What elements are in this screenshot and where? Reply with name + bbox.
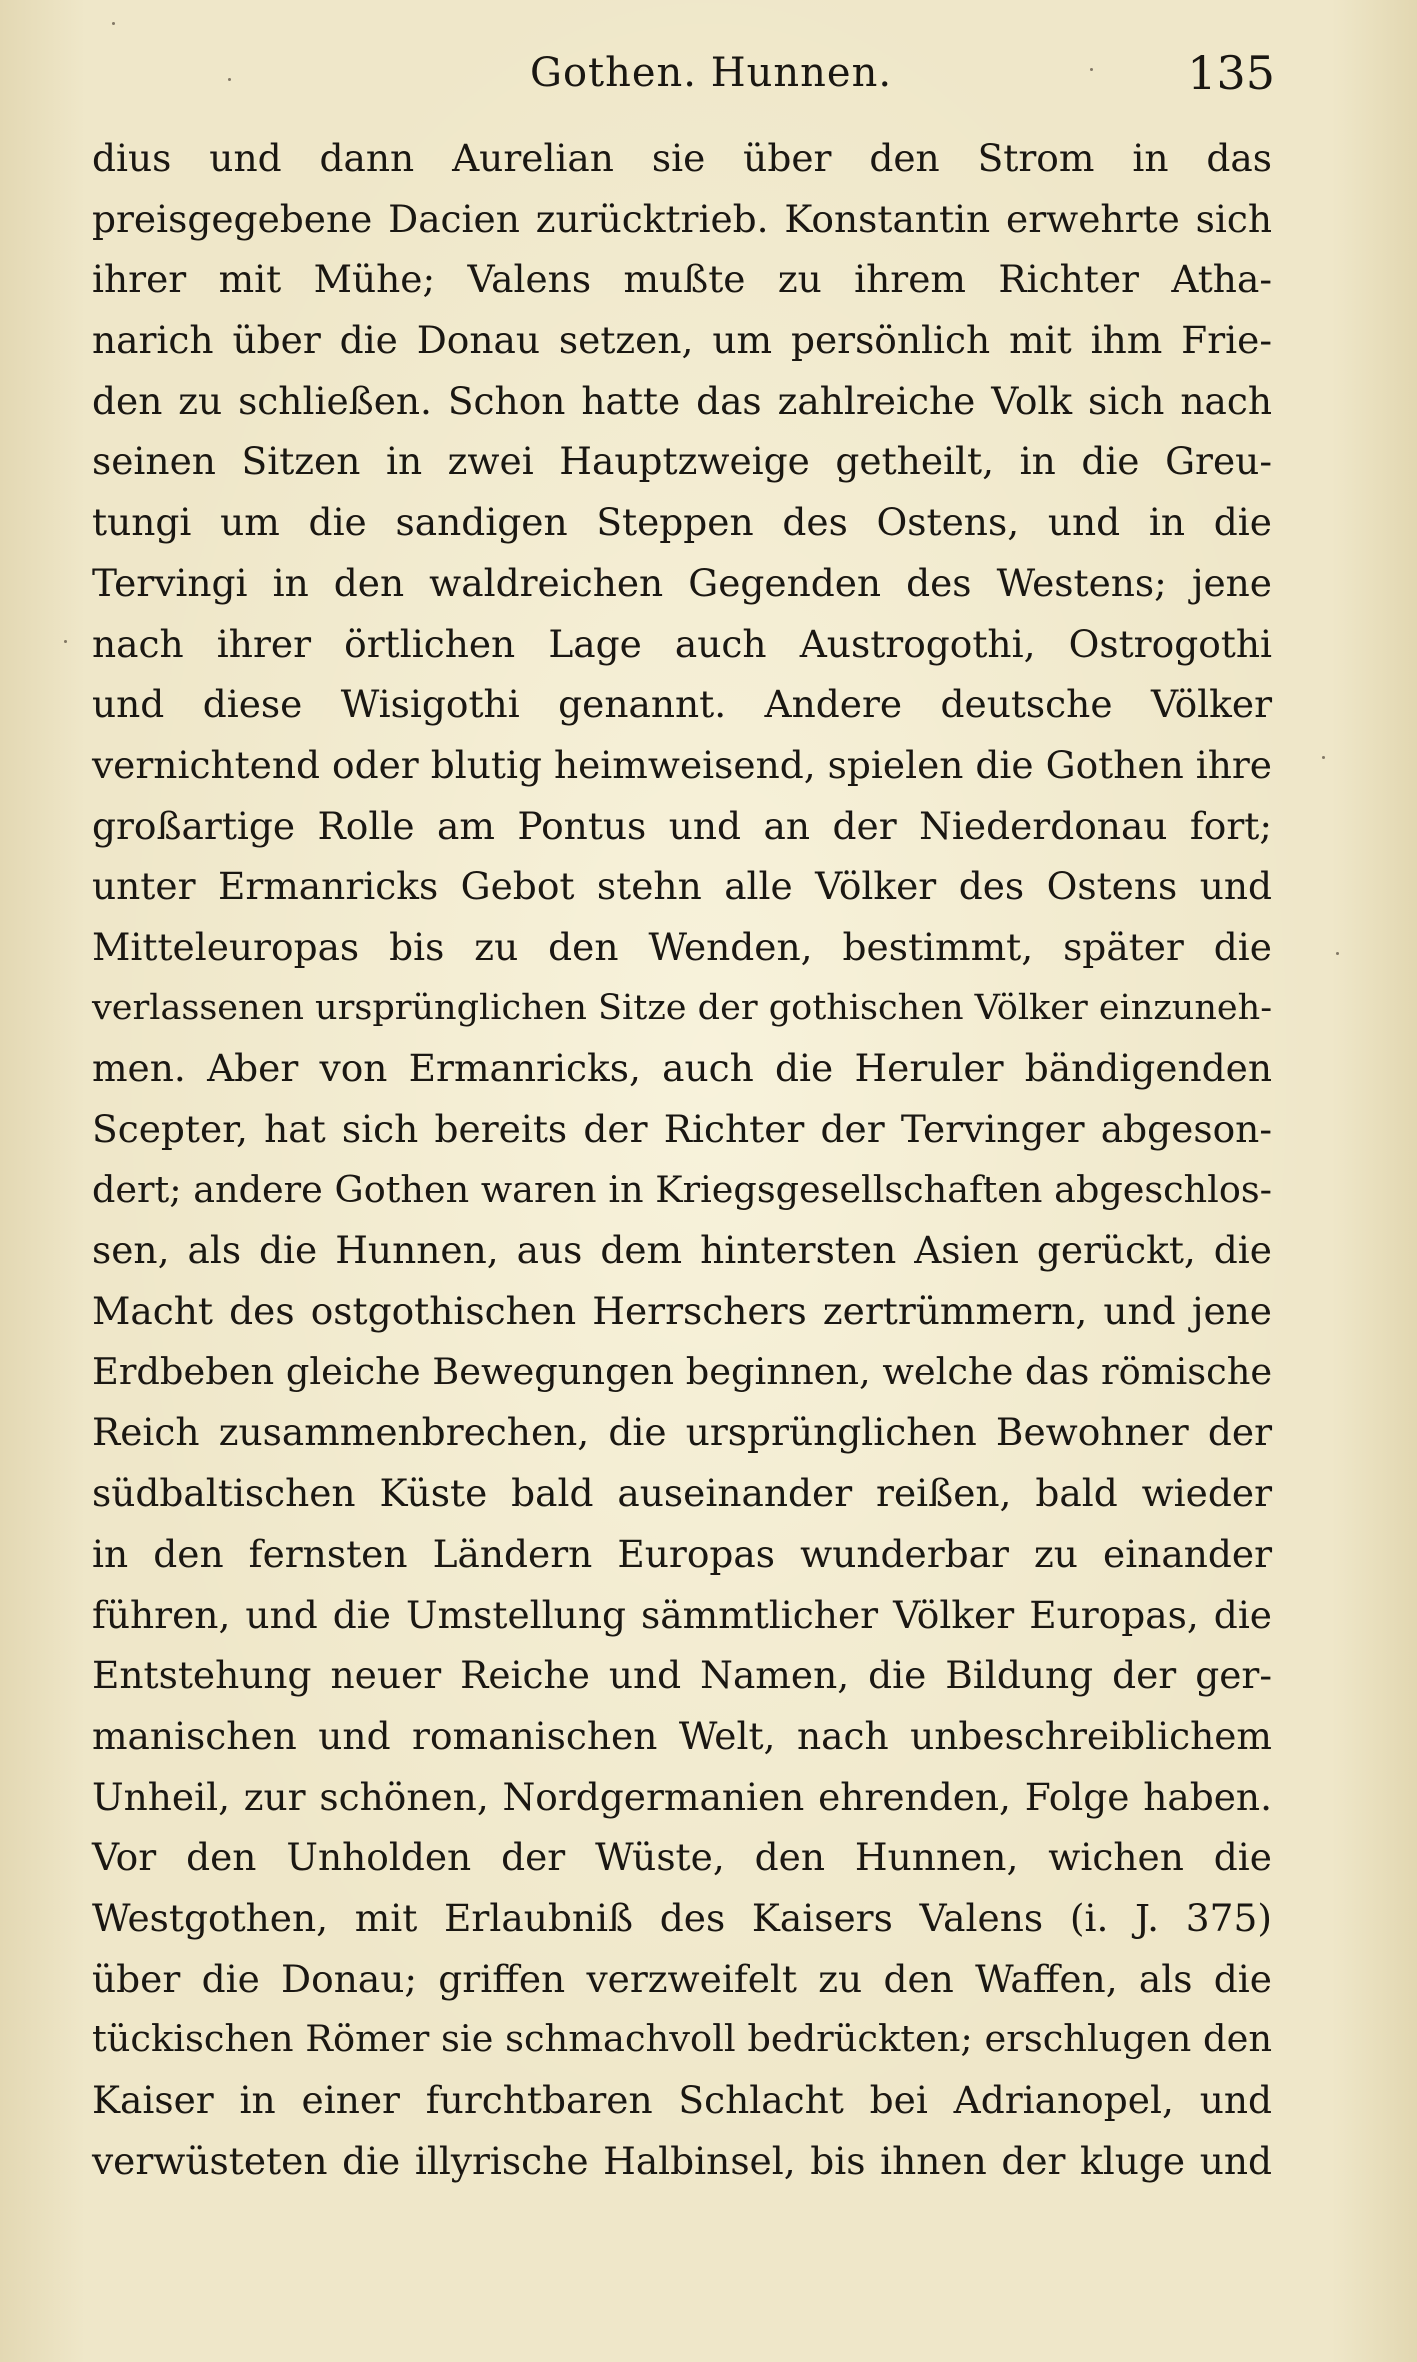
text-line: südbaltischen Küste bald auseinander reißen, bald wieder bbox=[92, 1471, 1272, 1516]
text-line: preisgegebene Dacien zurücktrieb. Konstantin erwehrte sich bbox=[92, 196, 1272, 241]
text-line: und diese Wisigothi genannt. Andere deutsche Völker bbox=[92, 682, 1272, 727]
paper-speck bbox=[228, 78, 231, 81]
running-head bbox=[90, 42, 1275, 112]
text-line: in den fernsten Ländern Europas wunderbar zu einander bbox=[92, 1531, 1272, 1576]
text-line: Vor den Unholden der Wüste, den Hunnen, wichen die bbox=[92, 1835, 1272, 1880]
text-line: vernichtend oder blutig heimweisend, spielen die Gothen ihre bbox=[92, 742, 1272, 787]
paper-speck bbox=[1090, 68, 1093, 71]
text-line: ihrer mit Mühe; Valens mußte zu ihrem Richter Atha- bbox=[92, 257, 1272, 302]
text-line: dert; andere Gothen waren in Kriegsgesellschaften abgeschlos- bbox=[92, 1167, 1272, 1211]
text-line: über die Donau; griffen verzweifelt zu den Waffen, als die bbox=[92, 1956, 1272, 2001]
text-line: führen, und die Umstellung sämmtlicher Völker Europas, die bbox=[92, 1592, 1272, 1637]
text-line: verlassenen ursprünglichen Sitze der gothischen Völker einzuneh- bbox=[92, 986, 1273, 1028]
body-text bbox=[92, 128, 1272, 2191]
text-line: Scepter, hat sich bereits der Richter der Tervinger abgeson- bbox=[92, 1107, 1272, 1151]
text-line: unter Ermanricks Gebot stehn alle Völker des Ostens und bbox=[92, 864, 1272, 909]
text-line: Westgothen, mit Erlaubniß des Kaisers Valens (i. J. 375) bbox=[92, 1895, 1272, 1940]
paper-speck bbox=[1336, 952, 1339, 955]
text-line: Unheil, zur schönen, Nordgermanien ehrenden, Folge haben. bbox=[92, 1774, 1272, 1819]
text-line: sen, als die Hunnen, aus dem hintersten Asien gerückt, die bbox=[92, 1228, 1272, 1273]
text-line: verwüsteten die illyrische Halbinsel, bis ihnen der kluge und bbox=[92, 2138, 1272, 2183]
text-line: tückischen Römer sie schmachvoll bedrückten; erschlugen den bbox=[92, 2017, 1272, 2061]
text-line: Kaiser in einer furchtbaren Schlacht bei Adrianopel, und bbox=[92, 2078, 1272, 2122]
text-line: Erdbeben gleiche Bewegungen beginnen, welche das römische bbox=[92, 1349, 1273, 1393]
text-line: men. Aber von Ermanricks, auch die Heruler bändigenden bbox=[92, 1046, 1272, 1091]
paper-speck bbox=[1322, 756, 1325, 759]
text-line: Entstehung neuer Reiche und Namen, die Bildung der ger- bbox=[92, 1653, 1272, 1698]
text-line: tungi um die sandigen Steppen des Ostens, und in die bbox=[92, 500, 1272, 545]
text-line: dius und dann Aurelian sie über den Strom in das bbox=[92, 136, 1272, 180]
page-number: 135 bbox=[1187, 46, 1275, 100]
paper-speck bbox=[112, 22, 115, 25]
text-line: Reich zusammenbrechen, die ursprünglichen Bewohner der bbox=[92, 1410, 1272, 1455]
running-title: Gothen. Hunnen. bbox=[530, 50, 893, 96]
text-line: Tervingi in den waldreichen Gegenden des Westens; jene bbox=[92, 560, 1272, 605]
text-line: nach ihrer örtlichen Lage auch Austrogothi, Ostrogothi bbox=[92, 621, 1272, 666]
text-line: narich über die Donau setzen, um persönlich mit ihm Frie- bbox=[92, 318, 1272, 363]
text-line: den zu schließen. Schon hatte das zahlreiche Volk sich nach bbox=[92, 378, 1272, 423]
text-line: Macht des ostgothischen Herrschers zertrümmern, und jene bbox=[92, 1289, 1272, 1334]
paper-speck bbox=[64, 640, 67, 643]
text-line: seinen Sitzen in zwei Hauptzweige getheilt, in die Greu- bbox=[92, 439, 1272, 484]
text-line: manischen und romanischen Welt, nach unbeschreiblichem bbox=[92, 1713, 1272, 1758]
text-line: Mitteleuropas bis zu den Wenden, bestimmt, später die bbox=[92, 924, 1272, 969]
text-line: großartige Rolle am Pontus und an der Niederdonau fort; bbox=[92, 803, 1272, 848]
